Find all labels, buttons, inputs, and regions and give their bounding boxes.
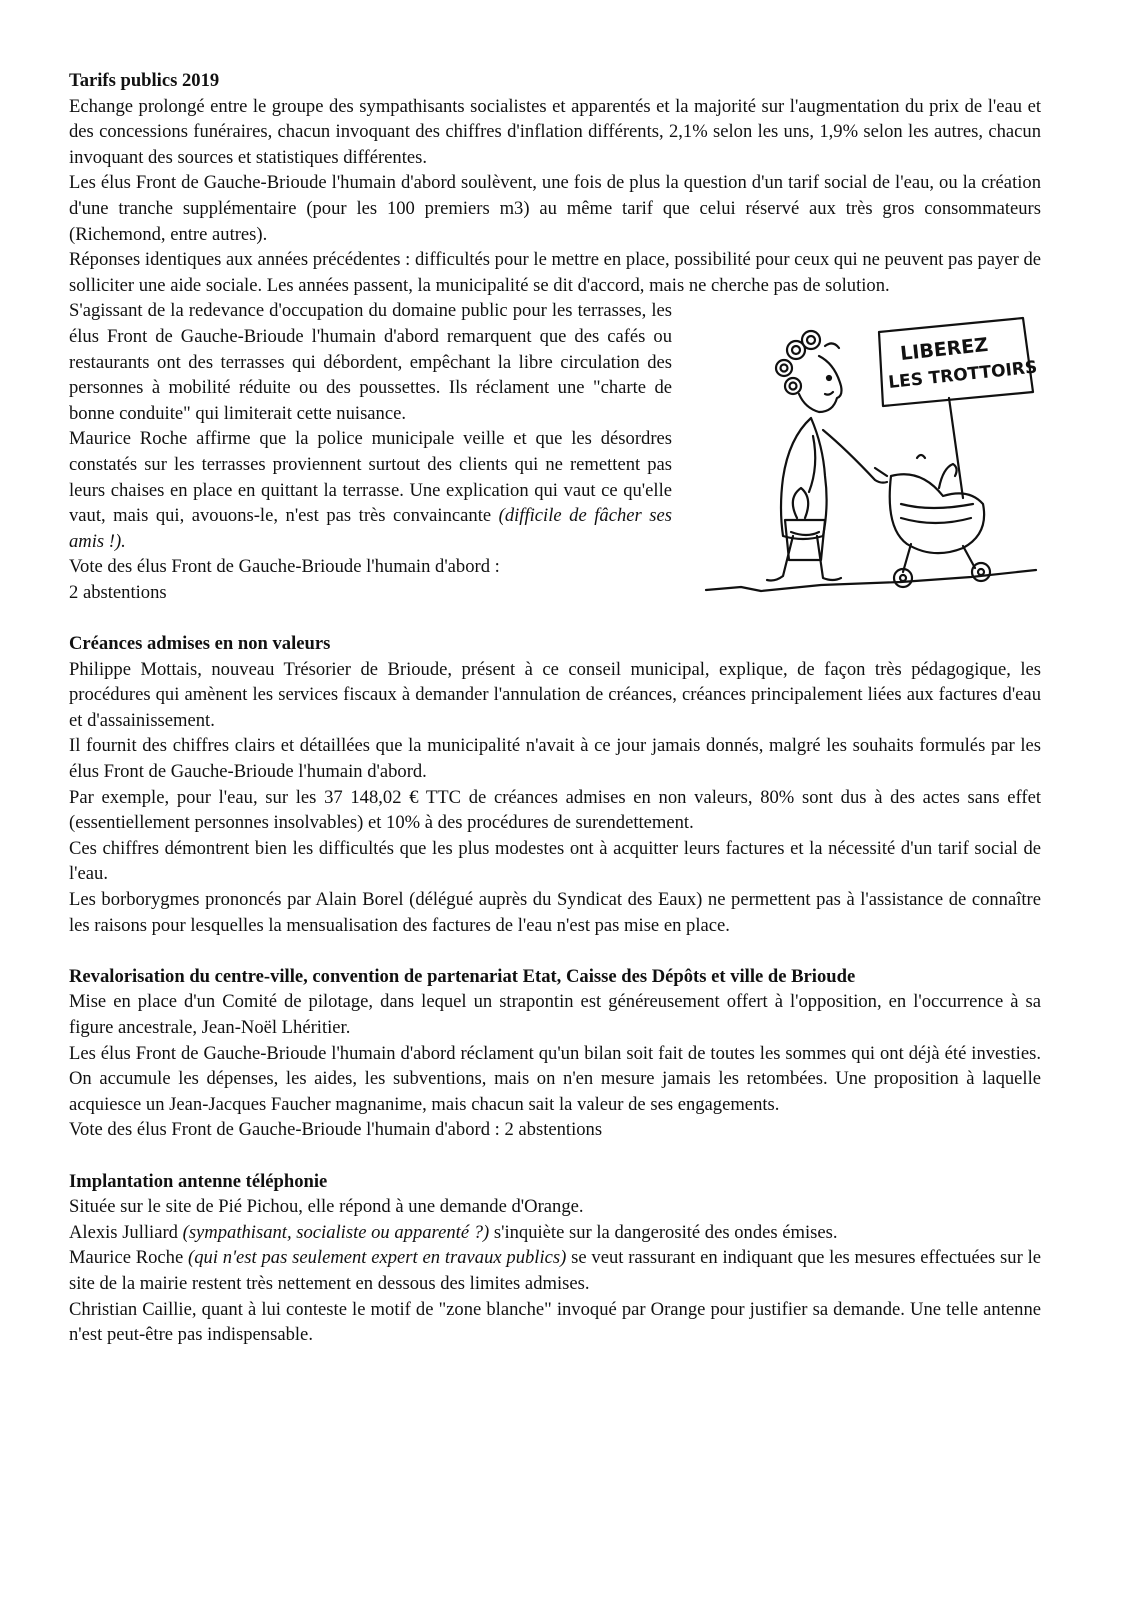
- paragraph: Par exemple, pour l'eau, sur les 37 148,02 € TTC de créances admises en non valeurs, 80% sont dus à des actes sans effet (essentiellement personnes insolvables) et 10% à des procédures de surendettement.: [69, 786, 1041, 834]
- spacer: [69, 1143, 1041, 1169]
- paragraph: Mise en place d'un Comité de pilotage, dans lequel un strapontin est généreusement offert à l'opposition, en l'occurrence à sa figure ancestrale, Jean-Noël Lhéritier.: [69, 991, 1041, 1038]
- cartoon-sign-line1: LIBEREZ: [899, 334, 990, 366]
- paragraph: Vote des élus Front de Gauche-Brioude l'humain d'abord : 2 abstentions: [69, 1119, 603, 1141]
- italic-aside: (sympathisant, socialiste ou apparenté ?): [182, 1221, 490, 1243]
- section-title-revalorisation: Revalorisation du centre-ville, convention de partenariat Etat, Caisse des Dépôts et ville de Brioude: [69, 965, 856, 987]
- italic-aside: (difficile de fâcher ses amis !).: [69, 505, 672, 552]
- paragraph: Réponses identiques aux années précédentes : difficultés pour le mettre en place, possibilité pour ceux qui ne peuvent pas payer de solliciter une aide sociale. Les années passent, la municipalité se dit d'accord, mais ne cherche pas de solution.: [69, 249, 1041, 296]
- cartoon-sign-line2: LES TROTTOIRS: [887, 357, 1039, 394]
- paragraph: Située sur le site de Pié Pichou, elle répond à une demande d'Orange.: [69, 1196, 584, 1218]
- paragraph-text: Maurice Roche affirme que la police municipale veille et que les désordres constatés sur les terrasses proviennent surtout des clients qui ne remettent pas leurs chaises en place en quittant la terrasse. Une explication qui vaut ce qu'elle vaut, mais qui, avouons-le, n'est pas très convaincante: [69, 428, 672, 527]
- spacer: [69, 605, 1041, 631]
- document-page: [69, 68, 1041, 1348]
- paragraph: Philippe Mottais, nouveau Trésorier de Brioude, présent à ce conseil municipal, explique, de façon très pédagogique, les procédures qui amènent les services fiscaux à demander l'annulation de créances, créances principalement liées aux factures d'eau et d'assainissement.: [69, 658, 1041, 731]
- paragraph: [69, 1245, 1041, 1296]
- cartoon-illustration: [701, 298, 1041, 598]
- vote-result: 2 abstentions: [69, 581, 167, 603]
- paragraph: [69, 426, 672, 554]
- paragraph-text: se veut rassurant en indiquant que les mesures effectuées sur le site de la mairie restent très nettement en dessous des limites admises.: [69, 1247, 1041, 1294]
- paragraph: Il fournit des chiffres clairs et détaillées que la municipalité n'avait à ce jour jamais donnés, malgré les souhaits formulés par les élus Front de Gauche-Brioude l'humain d'abord.: [69, 735, 1041, 783]
- spacer: [69, 938, 1041, 964]
- paragraph: Les élus Front de Gauche-Brioude l'humain d'abord soulèvent, une fois de plus la question d'un tarif social de l'eau, ou la création d'une tranche supplémentaire (pour les 100 premiers m3) au même tarif que celui réservé aux très gros consommateurs (Richemond, entre autres).: [69, 172, 1041, 245]
- paragraph: Echange prolongé entre le groupe des sympathisants socialistes et apparentés et la majorité sur l'augmentation du prix de l'eau et des concessions funéraires, chacun invoquant des chiffres d'inflation différents, 2,1% selon les uns, 1,9% selon les autres, chacun invoquant des sources et statistiques différentes.: [69, 95, 1041, 168]
- paragraph: S'agissant de la redevance d'occupation du domaine public pour les terrasses, les élus Front de Gauche-Brioude l'humain d'abord remarquent que des cafés ou restaurants ont des terrasses qui débordent, empêchant la libre circulation des personnes à mobilité réduite ou des poussettes. Ils réclament une "charte de bonne conduite" qui limiterait cette nuisance.: [69, 300, 672, 424]
- paragraph: [69, 1220, 1041, 1246]
- paragraph-text: s'inquiète sur la dangerosité des ondes émises.: [493, 1221, 838, 1243]
- section-title-creances: Créances admises en non valeurs: [69, 633, 331, 655]
- paragraph: Les borborygmes prononcés par Alain Borel (délégué auprès du Syndicat des Eaux) ne permettent pas à l'assistance de connaître les raisons pour lesquelles la mensualisation des factures de l'eau n'est pas mise en place.: [69, 889, 1041, 936]
- paragraph: Christian Caillie, quant à lui conteste le motif de "zone blanche" invoqué par Orange pour justifier sa demande. Une telle antenne n'est peut-être pas indispensable.: [69, 1298, 1041, 1346]
- paragraph: Ces chiffres démontrent bien les difficultés que les plus modestes ont à acquitter leurs factures et la nécessité d'un tarif social de l'eau.: [69, 837, 1041, 885]
- paragraph: Les élus Front de Gauche-Brioude l'humain d'abord réclament qu'un bilan soit fait de toutes les sommes qui ont déjà été investies. On accumule les dépenses, les aides, les subventions, mais on n'en mesure jamais les retombées. Une proposition à laquelle acquiesce un Jean-Jacques Faucher magnanime, mais chacun sait la valeur de ses engagements.: [69, 1042, 1041, 1115]
- vote-line: Vote des élus Front de Gauche-Brioude l'humain d'abord :: [69, 556, 500, 578]
- section-title-antenne: Implantation antenne téléphonie: [69, 1170, 328, 1192]
- terrasses-block: [69, 298, 1041, 605]
- paragraph-text: Alexis Julliard: [69, 1221, 178, 1243]
- paragraph-text: Maurice Roche: [69, 1247, 184, 1269]
- italic-aside: (qui n'est pas seulement expert en travaux publics): [188, 1247, 567, 1269]
- section-title-tarifs: Tarifs publics 2019: [69, 70, 220, 91]
